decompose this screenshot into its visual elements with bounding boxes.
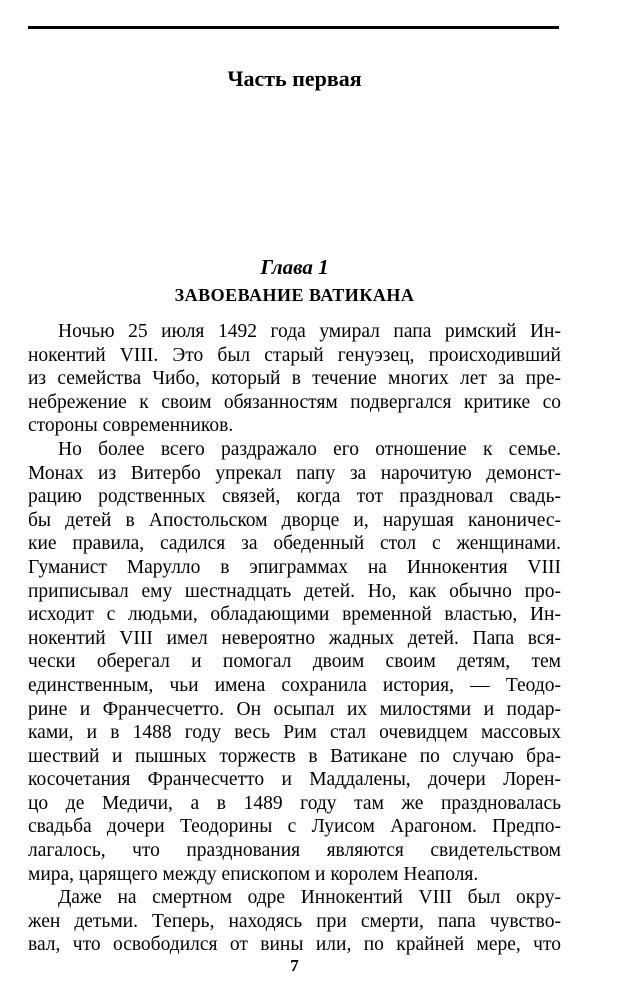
text-line: рине и Франчесчетто. Он осыпал их милостями и подар- [28,698,561,720]
text-line: жен детьми. Теперь, находясь при смерти, папа чувство- [28,910,561,932]
text-line: косочетания Франчесчетто и Маддалены, дочери Лорен- [28,769,561,791]
text-line: лагалось, что празднования являются свидетельством [28,840,561,862]
top-rule [28,26,559,29]
text-line: Но более всего раздражало его отношение к семье. [58,438,561,460]
text-line: стороны современников. [28,415,234,437]
chapter-title: ЗАВОЕВАНИЕ ВАТИКАНА [174,285,415,305]
text-line: нокентий VIII. Это был старый генуэзец, происходивший [28,344,561,366]
text-line: цо де Медичи, а в 1489 году там же праздновалась [28,792,561,814]
text-line: единственным, чьи имена сохранила история, — Теодо- [28,674,561,696]
text-line: кие правила, садился за обеденный стол с женщинами. [28,533,561,555]
text-line: небрежение к своим обязанностям подвергался критике со [28,391,561,413]
text-line: бы детей в Апостольском дворце и, нарушая каноничес- [28,509,561,531]
body-text [28,320,561,957]
text-line: нокентий VIII имел невероятно жадных детей. Папа вся- [28,627,561,649]
text-line: рацию родственных связей, когда тот праздновал свадь- [28,486,561,508]
chapter-number: Глава 1 [260,255,329,279]
text-line: исходит с людьми, обладающими временной властью, Ин- [28,604,561,626]
text-line: Гуманист Марулло в эпиграммах на Иннокентия VIII [28,556,561,578]
text-line: вал, что освободился от вины или, по крайней мере, что [28,934,561,956]
text-line: Ночью 25 июля 1492 года умирал папа римский Ин- [58,321,561,342]
text-line: Даже на смертном одре Иннокентий VIII был окру- [58,887,561,909]
text-line: шествий и пышных торжеств в Ватикане по случаю бра- [28,745,561,767]
part-title: Часть первая [227,66,362,91]
text-line: Монах из Витербо упрекал папу за нарочитую демонст- [28,462,561,484]
page-number: 7 [290,956,299,975]
text-line: чески оберегал и помогал двоим своим детям, тем [28,651,561,673]
text-line: мира, царящего между епископом и королем Неаполя. [28,863,479,885]
text-line: ками, и в 1488 году весь Рим стал очевидцем массовых [28,722,561,744]
text-line: из семейства Чибо, который в течение многих лет за пре- [28,368,561,390]
text-line: свадьба дочери Теодорины с Луисом Арагоном. Предпо- [28,816,561,838]
text-line: приписывал ему шестнадцать детей. Но, как обычно про- [28,580,561,602]
